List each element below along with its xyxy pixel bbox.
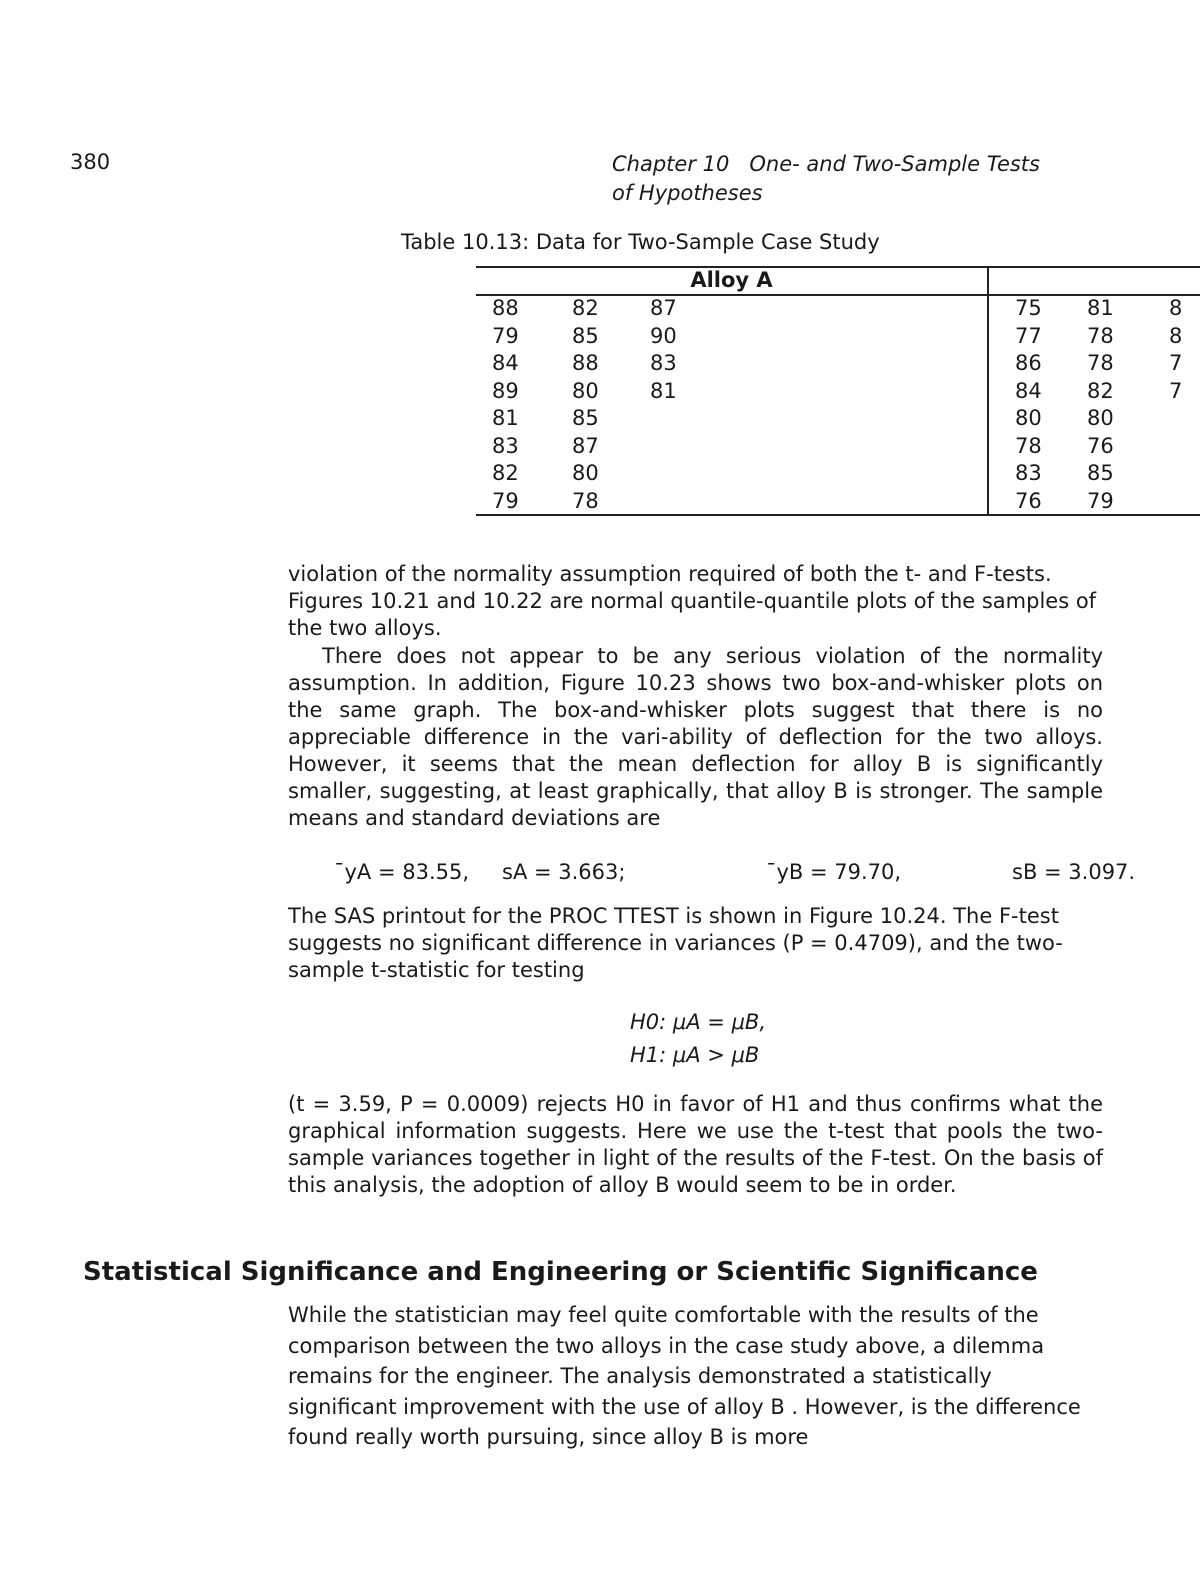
alloy-a-cell: 79 [492,323,519,348]
alloy-b-cell: 78 [1087,323,1114,348]
paragraph-3: The SAS printout for the PROC TTEST is shown in Figure 10.24. The F-test suggests no significant difference in variances (P = 0.4709), and the two-sample t-statistic for testing [288,904,1063,982]
alloy-b-cell: 77 [1015,323,1042,348]
alloy-a-cell: 85 [572,323,599,348]
alloy-a-cell: 87 [572,433,599,458]
alloy-a-cell: 81 [650,378,677,403]
alloy-b-cell: 82 [1087,378,1114,403]
alloy-a-cell: 88 [492,296,519,320]
alloy-a-cell: 82 [572,296,599,320]
alloy-a-cell: 81 [492,406,519,430]
alloy-b-cell: 78 [1087,351,1114,375]
alloy-a-cell: 84 [492,351,519,375]
null-hypothesis: H0: μA = μB, [630,1010,767,1034]
alloy-b-cell: 86 [1015,351,1042,375]
paragraph-1: violation of the normality assumption required of both the t- and F-tests. Figures 10.21 and 10.22 are normal quantile-quantile plots of the samples of the two alloys. [288,562,1097,640]
alloy-b-cell: 7 [1169,351,1183,375]
sd-a: sA = 3.663; [502,860,626,884]
alloy-b-cell: 85 [1087,461,1114,485]
alloy-a-cell: 88 [572,351,599,375]
alloy-a-cell: 83 [650,351,677,375]
table-bottom-rule [476,514,1200,516]
section-body: While the statistician may feel quite comfortable with the results of the comparison between the two alloys in the case study above, a dilemma remains for the engineer. The analysis demonstrated a statistically significant improvement with the use of alloy B . However, is the difference found really worth pursuing, since alloy B is more [288,1303,1081,1449]
data-table [476,266,1200,518]
alloy-b-cell: 78 [1015,433,1042,458]
alloy-a-cell: 80 [572,461,599,485]
running-head [612,150,1132,205]
table-column-divider [987,266,989,516]
alloy-a-cell: 87 [650,296,677,320]
alloy-b-cell: 80 [1015,406,1042,430]
running-head-line2: of Hypotheses [612,181,763,205]
alloy-b-cell: 81 [1087,296,1114,320]
alloy-a-header: Alloy A [690,268,773,292]
alloy-a-cell: 78 [572,488,599,513]
alternative-hypothesis: H1: μA > μB [630,1043,760,1067]
alloy-a-cell: 83 [492,433,519,458]
alloy-b-cell: 7 [1169,378,1183,403]
alloy-a-cell: 89 [492,378,519,403]
alloy-b-cell: 80 [1087,406,1114,430]
alloy-b-cell: 83 [1015,461,1042,485]
alloy-b-cell: 76 [1015,488,1042,513]
paragraph-2: There does not appear to be any serious violation of the normality assumption. In addition, Figure 10.23 shows two box-and-whisker plots on the same graph. The box-and-whisker plots suggest that there is no appreciable difference in the vari-ability of deflection for the two alloys. However, it seems that the mean deflection for alloy B is significantly smaller, suggesting, at least graphically, that alloy B is stronger. The sample means and standard deviations are [288,644,1103,830]
mean-b: ¯yB = 79.70, [766,860,902,884]
running-head-line1: Chapter 10 One- and Two-Sample Tests [612,152,1040,176]
page-number: 380 [70,150,111,174]
alloy-b-cell: 76 [1087,433,1114,458]
alloy-b-cell: 75 [1015,296,1042,320]
alloy-a-cell: 90 [650,323,677,348]
mean-a: ¯yA = 83.55, [334,860,470,884]
alloy-b-cell: 8 [1169,323,1183,348]
alloy-a-cell: 85 [572,406,599,430]
section-heading: Statistical Significance and Engineering or Scientific Significance [83,1257,1038,1287]
sd-b: sB = 3.097. [1012,860,1136,884]
alloy-a-cell: 80 [572,378,599,403]
alloy-b-cell: 8 [1169,296,1183,320]
paragraph-4: (t = 3.59, P = 0.0009) rejects H0 in favor of H1 and thus confirms what the graphical information suggests. Here we use the t-test that pools the two-sample variances together in light of the results of the F-test. On the basis of this analysis, the adoption of alloy B would seem to be in order. [288,1092,1103,1197]
table-caption: Table 10.13: Data for Two-Sample Case Study [401,230,880,254]
alloy-b-cell: 84 [1015,378,1042,403]
alloy-a-cell: 82 [492,461,519,485]
alloy-a-cell: 79 [492,488,519,513]
alloy-b-cell: 79 [1087,488,1114,513]
